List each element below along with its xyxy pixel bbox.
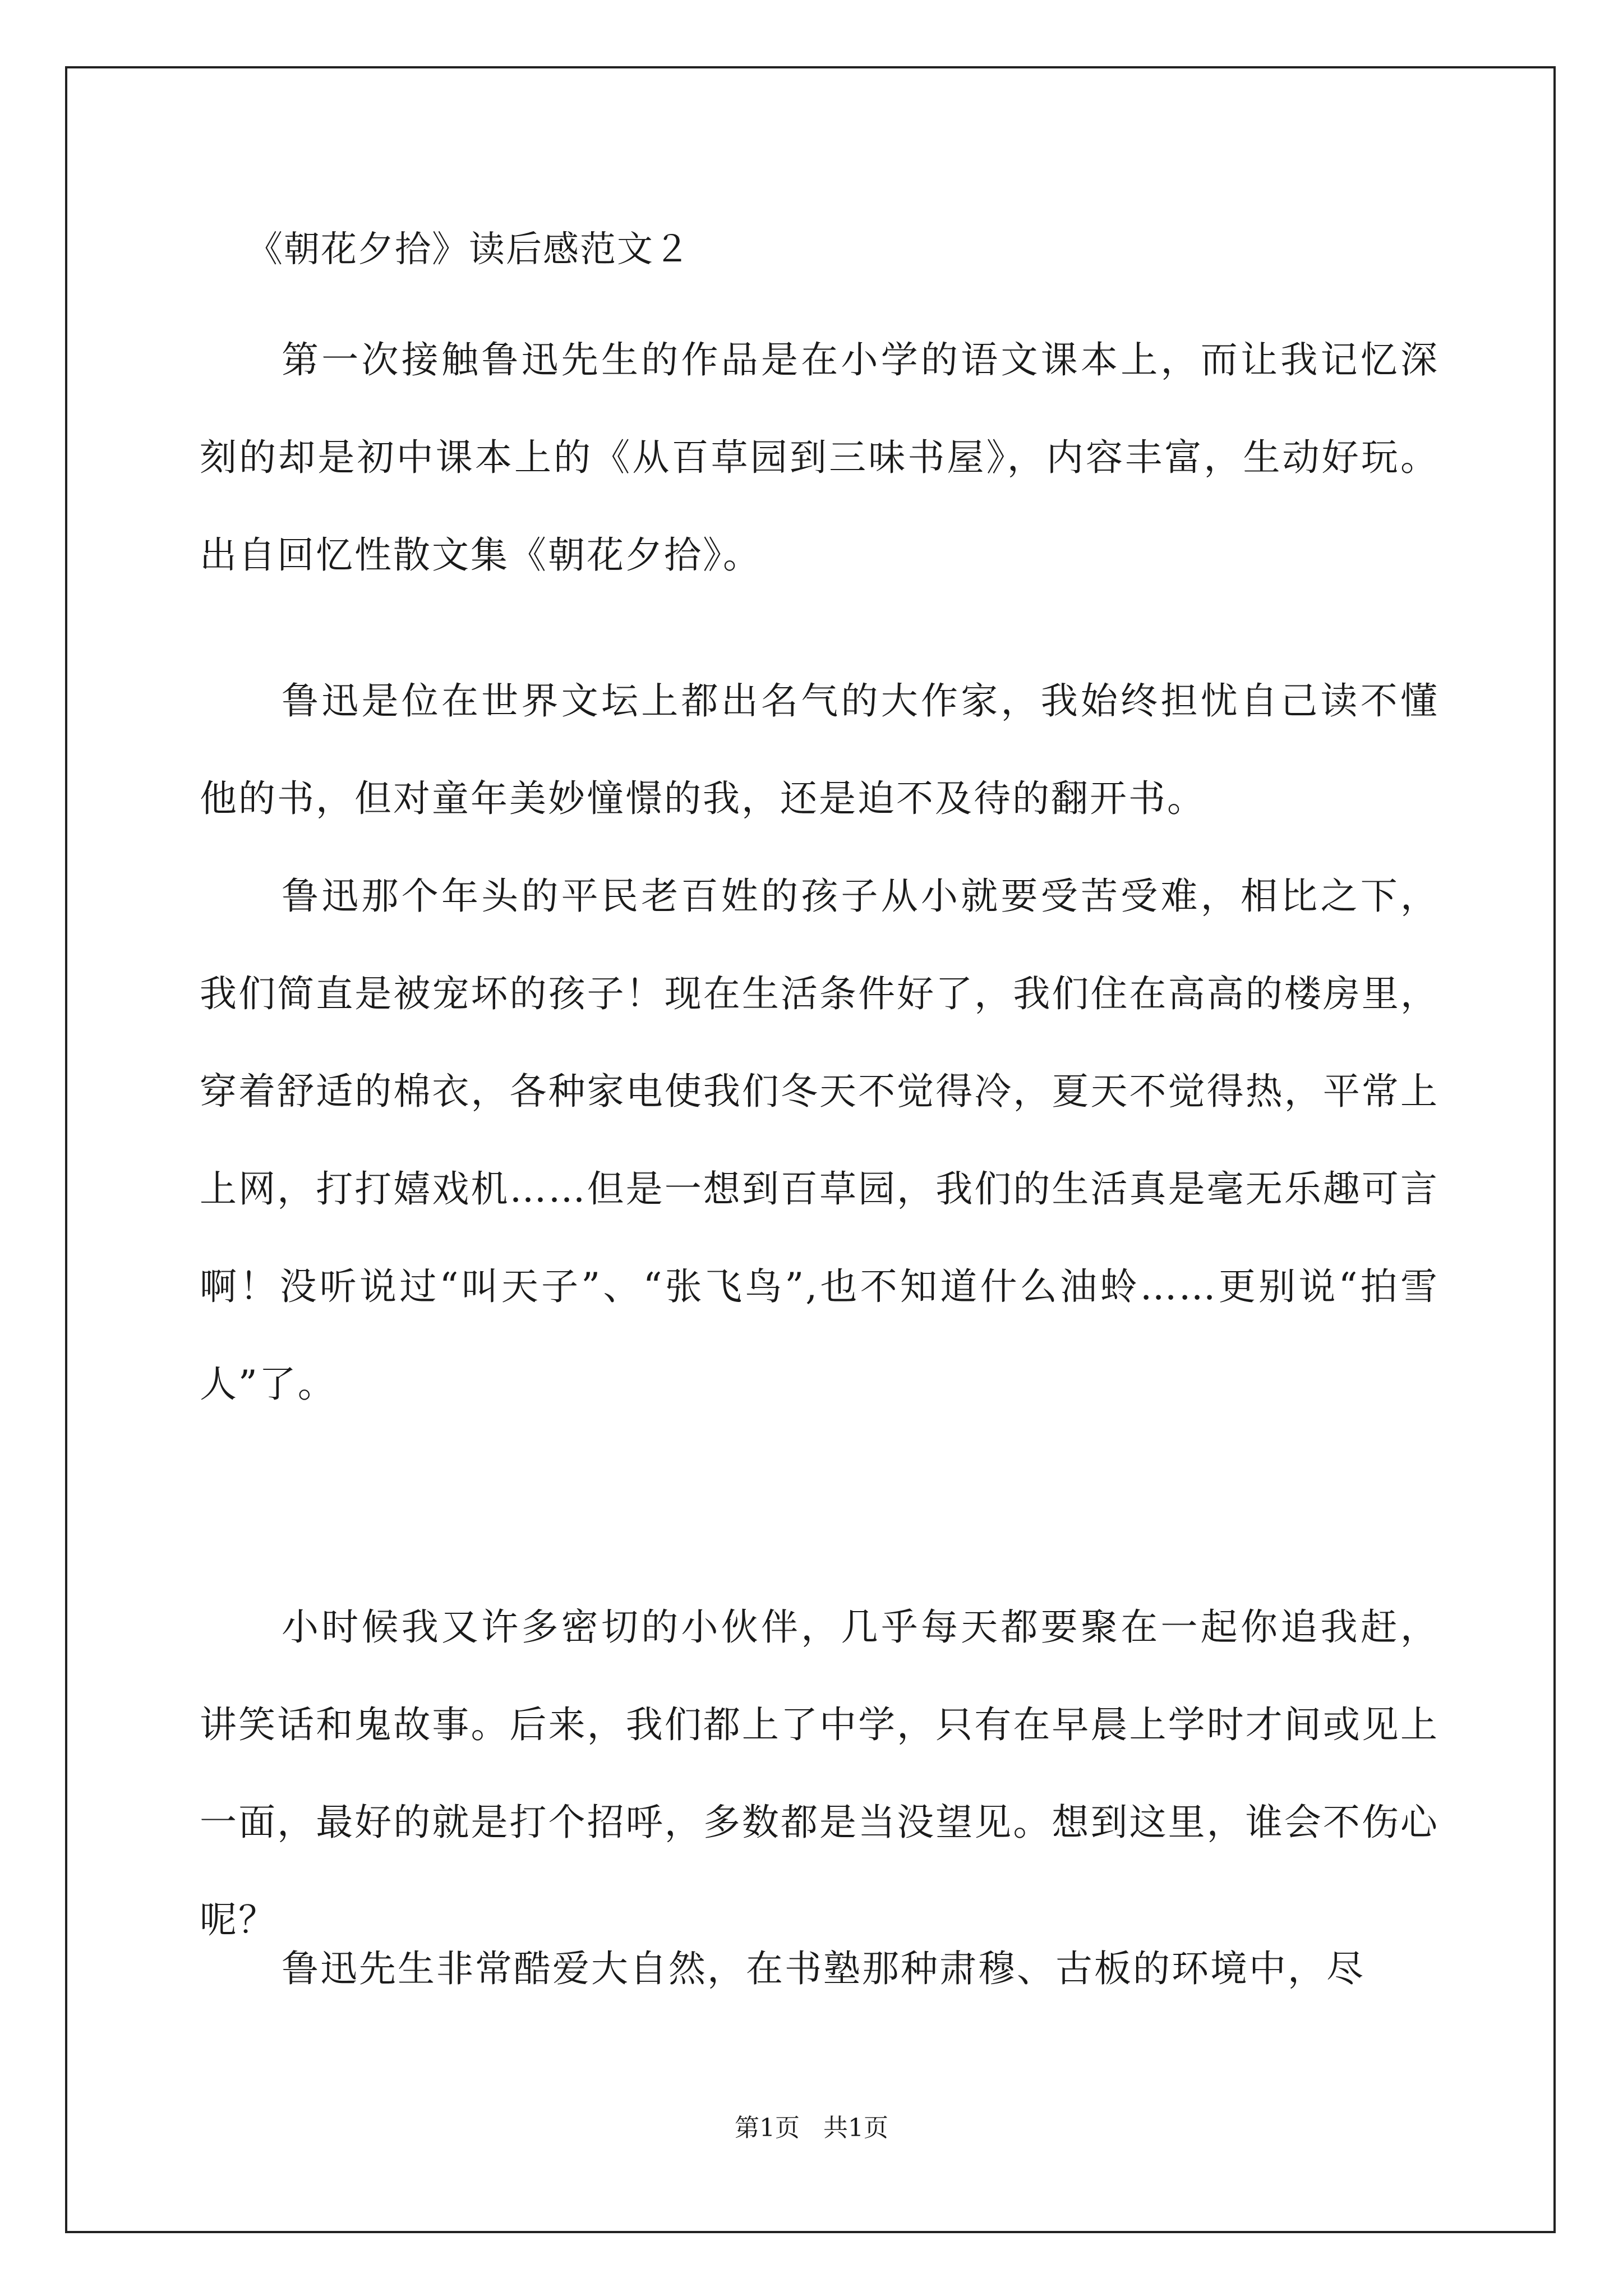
document-title: 《朝花夕拾》读后感范文２ — [247, 229, 691, 270]
page-number-footer: 第1页 共1页 — [735, 2114, 888, 2142]
paragraph-5: 鲁迅先生非常酷爱大自然，在书塾那种肃穆、古板的环境中，尽 — [282, 1947, 1365, 1990]
paragraph-1: 第一次接触鲁迅先生的作品是在小学的语文课本上，而让我记忆深刻的却是初中课本上的《从百草园到三味书屋》，内容丰富，生动好玩。出自回忆性散文集《朝花夕拾》。 — [200, 338, 1439, 577]
paragraph-4: 小时候我又许多密切的小伙伴，几乎每天都要聚在一起你追我赶，讲笑话和鬼故事。后来，我们都上了中学，只有在早晨上学时才间或见上一面，最好的就是打个招呼，多数都是当没望见。想到这里，谁会不伤心呢？ — [200, 1605, 1439, 1941]
paragraph-3: 鲁迅那个年头的平民老百姓的孩子从小就要受苦受难，相比之下，我们简直是被宠坏的孩子！现在生活条件好了，我们住在高高的楼房里，穿着舒适的棉衣，各种家电使我们冬天不觉得冷，夏天不觉得热，平常上上网，打打嬉戏机……但是一想到百草园，我们的生活真是毫无乐趣可言啊！没听说过“叫天子”、“张飞鸟”,也不知道什么油蛉……更别说“拍雪人”了。 — [200, 875, 1439, 1406]
paragraph-2: 鲁迅是位在世界文坛上都出名气的大作家，我始终担忧自己读不懂他的书，但对童年美妙憧憬的我，还是迫不及待的翻开书。 — [200, 679, 1439, 820]
